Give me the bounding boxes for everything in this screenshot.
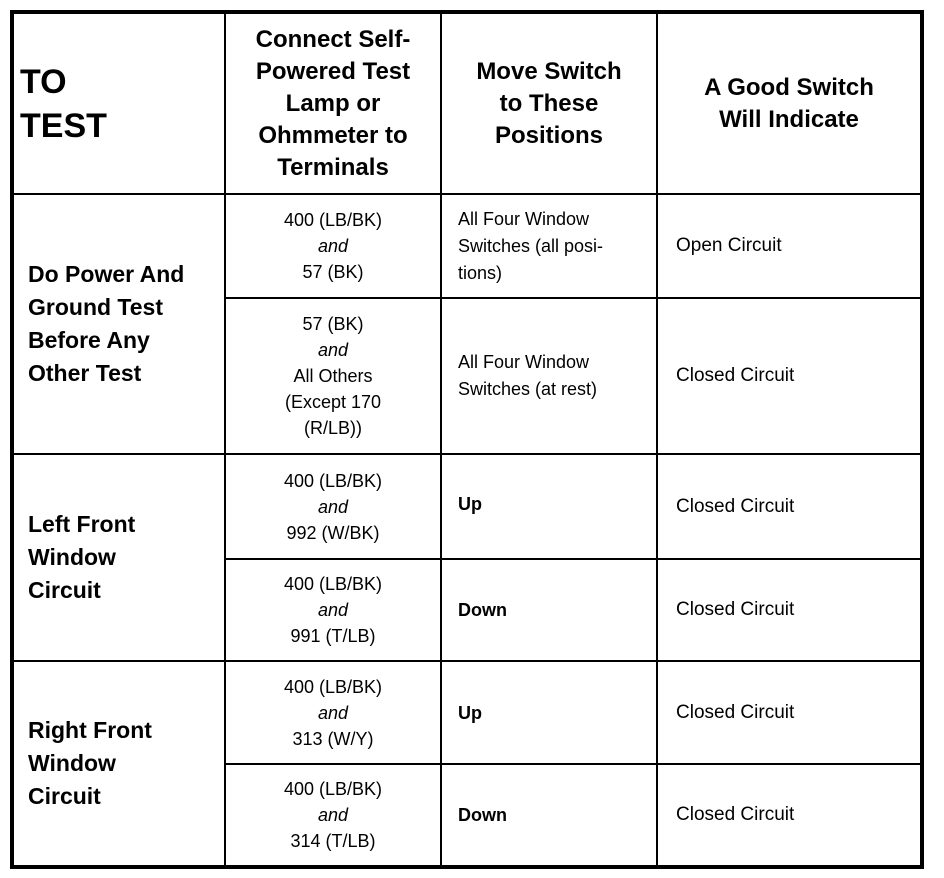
position-line: Switches (all posi-: [458, 235, 604, 256]
position-line: All Four Window: [458, 352, 590, 372]
header-line: Ohmmeter to: [258, 121, 408, 149]
terminal-conjunction: and: [317, 496, 349, 517]
terminal-value: 400 (LB/BK): [283, 210, 383, 230]
terminal-value: 313 (W/Y): [292, 728, 374, 749]
test-name-line: Window: [28, 544, 116, 570]
header-line: Lamp or: [285, 89, 381, 117]
position-cell: [441, 764, 657, 867]
header-line: Connect Self-: [255, 25, 411, 53]
indication-cell: Closed Circuit: [657, 454, 922, 559]
terminals-cell: [225, 194, 441, 298]
test-name-line: Right Front: [28, 717, 152, 743]
header-to-test: [12, 12, 225, 194]
terminal-value: 57 (BK): [302, 314, 364, 334]
test-name-line: Before Any: [28, 327, 150, 353]
position-line: Down: [458, 804, 507, 825]
terminal-value: (R/LB)): [304, 418, 362, 438]
terminal-value: 400 (LB/BK): [283, 676, 383, 697]
position-line: Up: [458, 494, 482, 514]
header-line: Terminals: [277, 153, 389, 181]
test-name-line: Window: [28, 750, 116, 776]
terminal-value: 991 (T/LB): [290, 626, 376, 646]
terminal-value: 400 (LB/BK): [283, 779, 383, 799]
header-line: Powered Test: [255, 57, 411, 85]
position-line: Up: [458, 703, 482, 723]
position-line: All Four Window: [458, 208, 590, 229]
indication-cell: Closed Circuit: [657, 298, 922, 454]
header-line: A Good Switch: [704, 73, 874, 101]
position-cell: [441, 194, 657, 298]
test-name-left-front-window: [12, 454, 225, 661]
indication-cell: Closed Circuit: [657, 661, 922, 764]
position-line: tions): [458, 262, 503, 283]
test-name-line: Do Power And: [28, 261, 185, 287]
terminal-value: 400 (LB/BK): [283, 574, 383, 594]
test-name-right-front-window: [12, 661, 225, 867]
indication-cell: Closed Circuit: [657, 559, 922, 661]
terminals-cell: [225, 764, 441, 867]
terminal-conjunction: and: [317, 340, 349, 360]
table-row: [12, 661, 922, 764]
header-line: Move Switch: [476, 57, 622, 85]
position-line: Down: [458, 599, 507, 620]
indication-cell: Closed Circuit: [657, 764, 922, 867]
terminals-cell: [225, 661, 441, 764]
terminals-cell: [225, 559, 441, 661]
test-name-line: Circuit: [28, 577, 101, 603]
header-row: [12, 12, 922, 194]
position-cell: [441, 661, 657, 764]
header-line: to These: [499, 89, 599, 117]
terminals-cell: [225, 298, 441, 454]
test-name-power-ground: [12, 194, 225, 454]
terminal-value: (Except 170: [284, 392, 382, 412]
test-name-line: Ground Test: [28, 294, 164, 320]
position-cell: [441, 454, 657, 559]
header-line: Positions: [494, 121, 603, 149]
switch-test-table: [10, 10, 924, 869]
header-line: TEST: [20, 106, 107, 145]
position-line: Switches (at rest): [458, 379, 598, 399]
terminal-value: 314 (T/LB): [290, 831, 376, 851]
terminal-value: All Others: [293, 366, 373, 386]
position-cell: [441, 559, 657, 661]
header-connect-terminals: [225, 12, 441, 194]
header-line: TO: [20, 62, 67, 101]
terminals-cell: [225, 454, 441, 559]
header-line: Will Indicate: [719, 105, 859, 133]
table-row: [12, 194, 922, 298]
test-name-line: Other Test: [28, 360, 142, 386]
terminal-value: 57 (BK): [302, 262, 364, 282]
terminal-value: 992 (W/BK): [286, 522, 380, 543]
header-move-switch: [441, 12, 657, 194]
terminal-conjunction: and: [317, 805, 349, 825]
terminal-conjunction: and: [317, 236, 349, 256]
test-name-line: Left Front: [28, 511, 136, 537]
test-name-line: Circuit: [28, 783, 101, 809]
terminal-conjunction: and: [317, 600, 349, 620]
terminal-conjunction: and: [317, 702, 349, 723]
table-row: [12, 454, 922, 559]
position-cell: [441, 298, 657, 454]
header-good-switch-indicates: [657, 12, 922, 194]
indication-cell: Open Circuit: [657, 194, 922, 298]
terminal-value: 400 (LB/BK): [283, 470, 383, 491]
